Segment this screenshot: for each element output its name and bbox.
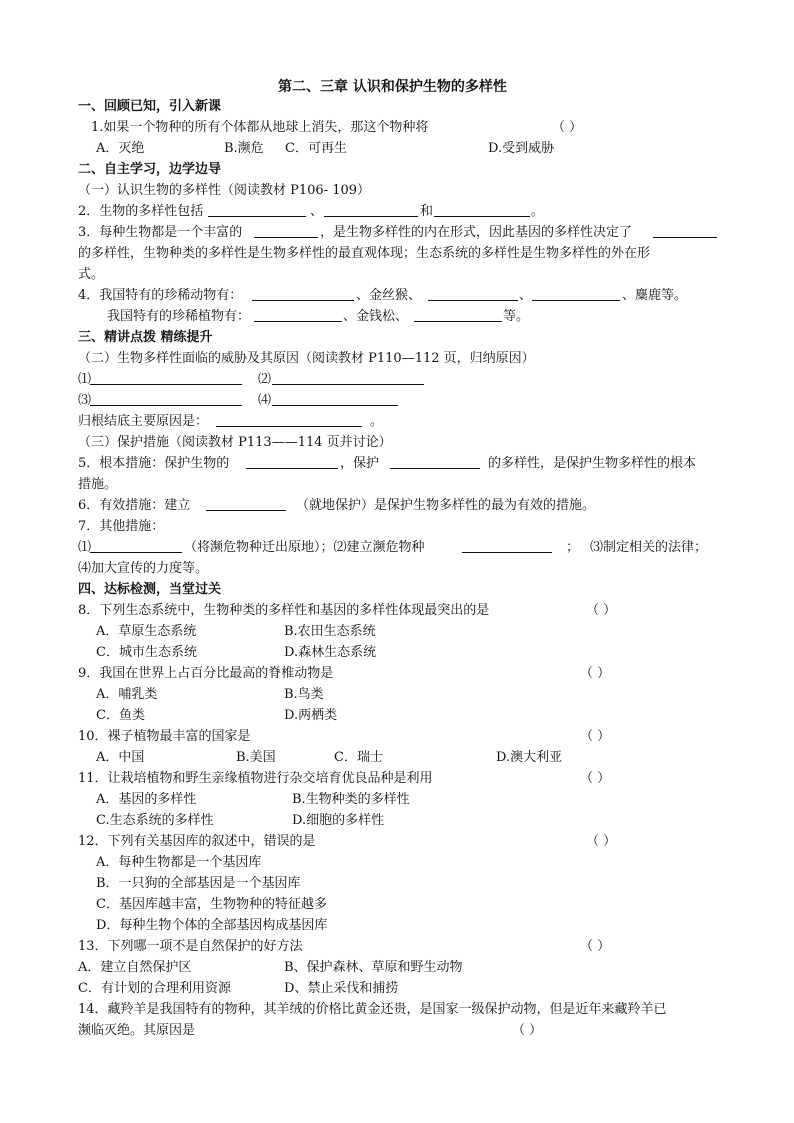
q5-text-2: ，保护 (340, 456, 380, 471)
q13-stem: 13．下列哪一项不是自然保护的好方法 (78, 939, 303, 954)
q2-text-4: 。 (531, 204, 545, 219)
q7-text-5: ⑷加大宣传的力度等。 (78, 561, 209, 576)
q9-option-a: A．哺乳类 (96, 687, 158, 702)
q1-option-b: B.濒危 (224, 141, 264, 156)
threat-marker-4: ⑷ (258, 393, 272, 408)
q5-text-1: 5．根本措施：保护生物的 (78, 456, 230, 471)
q3-text-1: 3．每种生物都是一个丰富的 (78, 225, 243, 240)
q14-stem-continued: 濒临灭绝。其原因是 (78, 1023, 196, 1038)
q13-option-c: C．有计划的合理利用资源 (78, 981, 231, 996)
q7-text-4: ⑶制定相关的法律； (590, 540, 708, 555)
q7-blank-1[interactable] (90, 552, 182, 553)
q9-option-c: C．鱼类 (96, 708, 145, 723)
q13-option-b: B、保护森林、草原和野生动物 (284, 960, 463, 975)
q3-blank-2[interactable] (653, 237, 717, 238)
q8-option-b: B.农田生态系统 (284, 624, 376, 639)
q4-text-6: 、金钱松、 (343, 309, 409, 324)
q14-answer-paren[interactable]: （ ） (512, 1023, 543, 1038)
root-cause-end: 。 (370, 414, 384, 429)
q8-stem: 8．下列生态系统中，生物种类的多样性和基因的多样性体现最突出的是 (78, 603, 490, 618)
q8-option-a: A．草原生态系统 (96, 624, 197, 639)
q13-option-a: A．建立自然保护区 (78, 960, 192, 975)
q12-stem: 12．下列有关基因库的叙述中，错误的是 (78, 834, 316, 849)
section-heading-self-study: 二、自主学习，边学边导 (78, 162, 222, 177)
q14-stem: 14．藏羚羊是我国特有的物种，其羊绒的价格比黄金还贵，是国家一级保护动物，但是近年来藏羚羊已 (78, 1002, 667, 1017)
q2-blank-2[interactable] (324, 216, 418, 217)
q10-option-c: C．瑞士 (334, 750, 383, 765)
threat-blank-3[interactable] (90, 405, 242, 406)
q3-blank-1[interactable] (254, 237, 318, 238)
threat-blank-1[interactable] (90, 384, 242, 385)
q8-answer-paren[interactable]: （ ） (586, 603, 617, 618)
q9-option-b: B.鸟类 (284, 687, 324, 702)
section-heading-test: 四、达标检测，当堂过关 (78, 582, 222, 597)
q4-text-4: 、麋鹿等。 (622, 288, 688, 303)
page-title: 第二、三章 认识和保护生物的多样性 (278, 79, 507, 95)
subsection-heading-threats: （二）生物多样性面临的威胁及其原因（阅读教材 P110—112 页，归纳原因） (78, 351, 535, 366)
section-heading-explain: 三、精讲点拨 精练提升 (78, 330, 213, 345)
threat-marker-1: ⑴ (78, 372, 92, 387)
q7-blank-2[interactable] (462, 552, 552, 553)
q4-blank-2[interactable] (428, 300, 518, 301)
threat-blank-2[interactable] (272, 384, 424, 385)
q11-option-c: C.生态系统的多样性 (96, 813, 214, 828)
q2-blank-3[interactable] (434, 216, 530, 217)
q1-answer-paren[interactable]: （ ） (552, 120, 583, 135)
q8-option-d: D.森林生态系统 (284, 645, 377, 660)
section-heading-review: 一、回顾已知，引入新课 (78, 99, 222, 114)
q5-blank-1[interactable] (246, 468, 338, 469)
q4-text-3: 、 (519, 288, 533, 303)
q1-option-a: A．灭绝 (96, 141, 145, 156)
q6-text-2: （就地保护）是保护生物多样性的最为有效的措施。 (296, 498, 596, 513)
q11-answer-paren[interactable]: （ ） (580, 771, 611, 786)
q2-text-2: 、 (310, 204, 324, 219)
q3-text-3: 的多样性，生物种类的多样性是生物多样性的最直观体现；生态系统的多样性是生物多样性的外在形 (78, 246, 651, 261)
q11-option-a: A．基因的多样性 (96, 792, 197, 807)
q4-blank-3[interactable] (532, 300, 620, 301)
q10-option-b: B.美国 (236, 750, 276, 765)
q9-answer-paren[interactable]: （ ） (580, 666, 611, 681)
subsection-heading-measures: （三）保护措施（阅读教材 P113——114 页并讨论） (78, 435, 392, 450)
q7-text-3: ； (566, 540, 580, 555)
q7-marker-1: ⑴ (78, 540, 92, 555)
q6-blank[interactable] (206, 510, 286, 511)
q11-option-d: D.细胞的多样性 (292, 813, 385, 828)
q7-text: 7．其他措施： (78, 519, 165, 534)
q11-stem: 11．让栽培植物和野生亲缘植物进行杂交培育优良品种是利用 (78, 771, 433, 786)
q10-option-d: D.澳大利亚 (496, 750, 563, 765)
threat-marker-3: ⑶ (78, 393, 92, 408)
q10-stem: 10．裸子植物最丰富的国家是 (78, 729, 251, 744)
q8-option-c: C．城市生态系统 (96, 645, 197, 660)
q2-blank-1[interactable] (208, 216, 306, 217)
q9-stem: 9．我国在世界上占百分比最高的脊椎动物是 (78, 666, 334, 681)
q3-text-2: ，是生物多样性的内在形式，因此基因的多样性决定了 (320, 225, 633, 240)
q3-text-4: 式。 (78, 267, 105, 282)
q1-option-d: D.受到威胁 (488, 141, 555, 156)
q4-blank-1[interactable] (252, 300, 354, 301)
q1-stem: 1.如果一个物种的所有个体都从地球上消失，那这个物种将 (91, 120, 429, 135)
q10-answer-paren[interactable]: （ ） (580, 729, 611, 744)
threat-blank-4[interactable] (272, 405, 398, 406)
q4-text-2: 、金丝猴、 (356, 288, 422, 303)
root-cause-blank[interactable] (216, 426, 362, 427)
subsection-heading-diversity: （一）认识生物的多样性（阅读教材 P106- 109） (78, 183, 371, 198)
root-cause-text: 归根结底主要原因是： (78, 414, 209, 429)
q10-option-a: A．中国 (96, 750, 145, 765)
q5-text-3: 的多样性，是保护生物多样性的根本 (488, 456, 697, 471)
q11-option-b: B.生物种类的多样性 (292, 792, 410, 807)
q2-text-3: 和 (420, 204, 434, 219)
q12-option-d: D．每种生物个体的全部基因构成基因库 (96, 918, 328, 933)
q4-text-1: 4．我国特有的珍稀动物有： (78, 288, 243, 303)
q2-text-1: 2．生物的多样性包括 (78, 204, 204, 219)
q13-option-d: D、禁止采伐和捕捞 (284, 981, 399, 996)
q13-answer-paren[interactable]: （ ） (580, 939, 611, 954)
q4-blank-5[interactable] (414, 321, 502, 322)
q7-text-2: （将濒危物种迁出原地）；⑵建立濒危物种 (184, 540, 425, 555)
q5-blank-2[interactable] (390, 468, 480, 469)
q12-option-c: C．基因库越丰富，生物物种的特征越多 (96, 897, 327, 912)
q1-option-c: C．可再生 (285, 141, 347, 156)
q5-text-4: 措施。 (78, 477, 118, 492)
q4-blank-4[interactable] (254, 321, 342, 322)
q4-text-7: 等。 (503, 309, 530, 324)
q4-text-5: 我国特有的珍稀植物有： (107, 309, 251, 324)
threat-marker-2: ⑵ (258, 372, 272, 387)
q12-answer-paren[interactable]: （ ） (586, 834, 617, 849)
q6-text-1: 6．有效措施：建立 (78, 498, 191, 513)
q12-option-a: A．每种生物都是一个基因库 (96, 855, 262, 870)
q9-option-d: D.两栖类 (284, 708, 338, 723)
q12-option-b: B．一只狗的全部基因是一个基因库 (96, 876, 301, 891)
